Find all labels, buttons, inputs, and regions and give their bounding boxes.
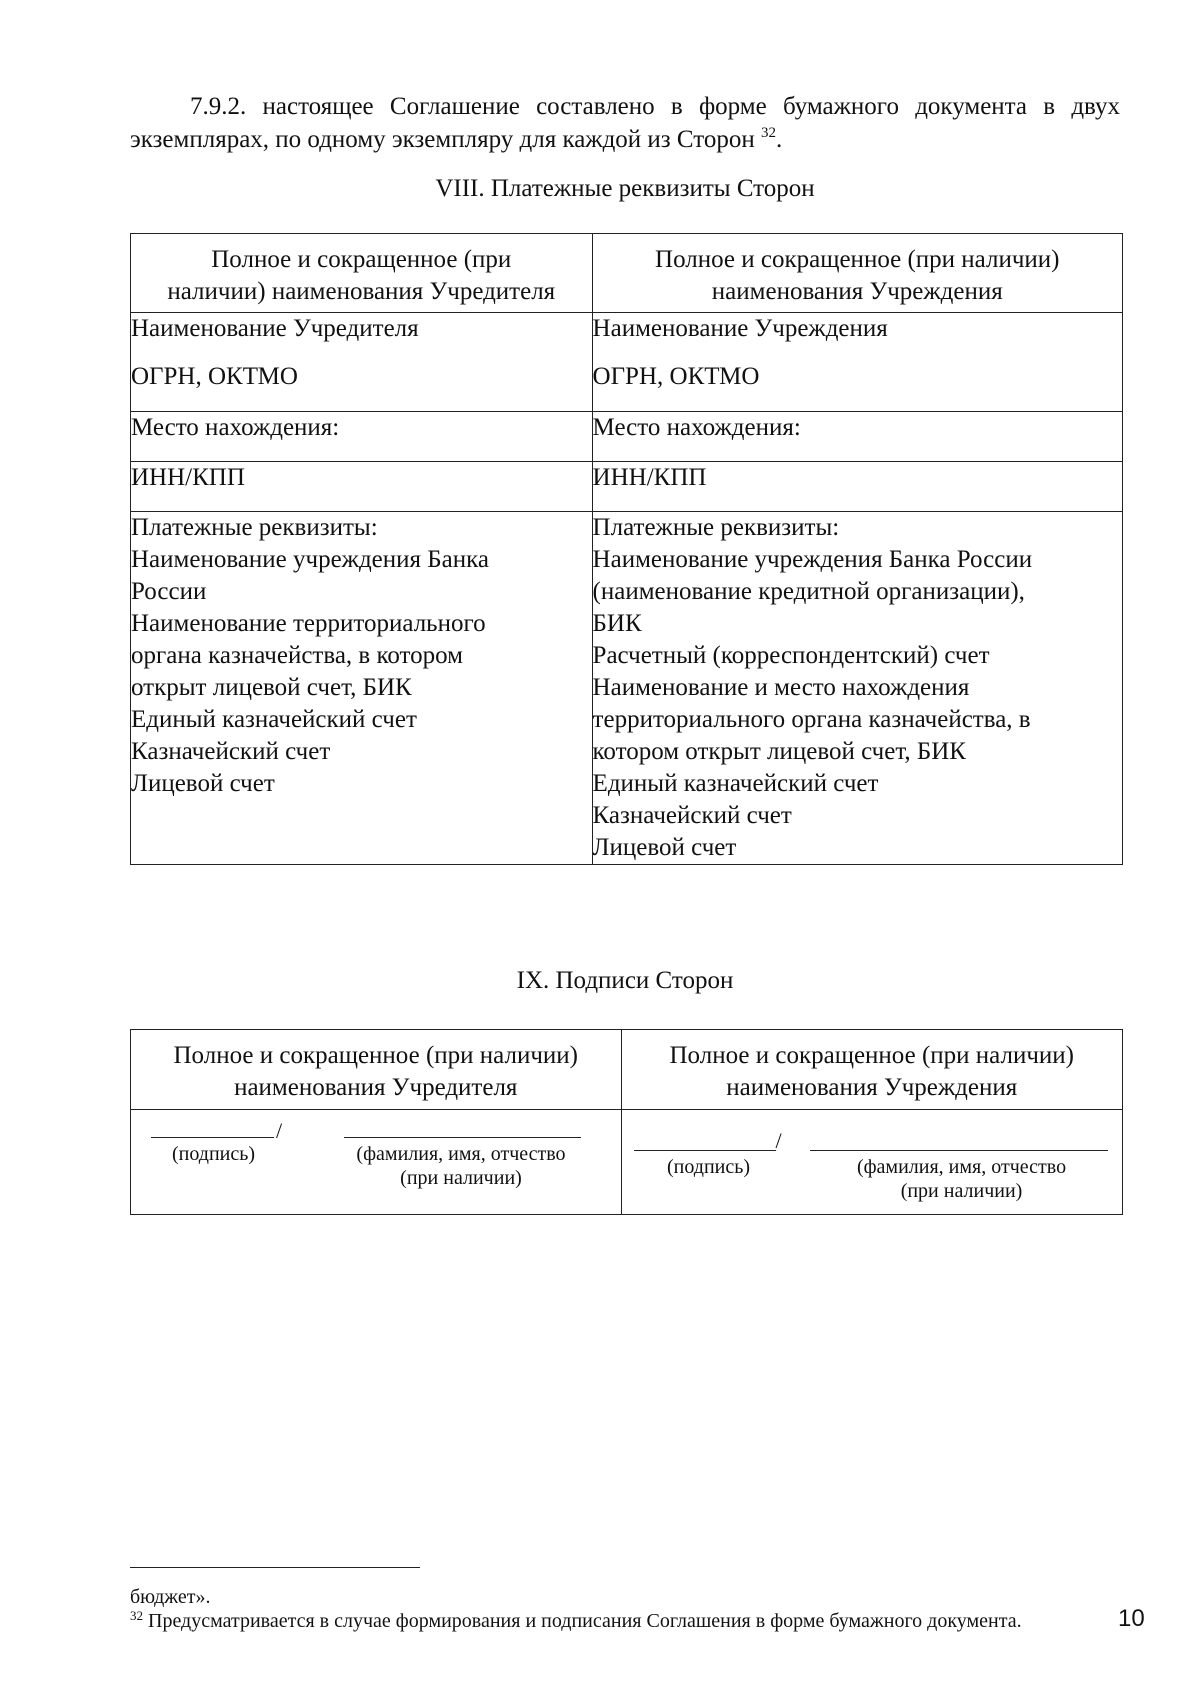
founder-payment-line-1: Платежные реквизиты: [131,514,378,541]
institution-payment-line-9: Единый казначейский счет [592,770,879,797]
institution-name-label: Наименование Учреждения [592,315,888,342]
header-institution [592,234,1122,313]
founder-location-cell: Место нахождения: [131,412,593,462]
table-row-inn-kpp [131,462,1123,512]
table-row-payment-details [131,512,1123,865]
signatures-table [130,1029,1123,1215]
payment-details-table [130,233,1123,865]
founder-payment-line-8: Казначейский счет [131,738,331,765]
header-founder [131,234,593,313]
header-founder-line-2: наличии) наименования Учредителя [167,278,556,305]
founder-payment-cell [131,512,593,865]
institution-payment-line-3: (наименование кредитной организации), [592,578,1025,605]
founder-ogrn-label: ОГРН, ОКТМО [131,363,298,390]
institution-payment-line-6: Наименование и место нахождения [592,674,970,701]
institution-signature-cell [621,1110,1122,1215]
signatures-header-row [131,1030,1123,1110]
table-row-location [131,412,1123,462]
institution-inn-cell: ИНН/КПП [592,462,1122,512]
institution-name-cell [592,313,1122,412]
footnote-ref-32[interactable]: 32 [761,125,777,141]
institution-payment-line-5: Расчетный (корреспондентский) счет [592,642,990,669]
founder-payment-line-7: Единый казначейский счет [131,706,417,733]
institution-payment-line-7: территориального органа казначейства, в [592,706,1031,733]
institution-location-cell: Место нахождения: [592,412,1122,462]
footnote-continued: бюджет». [130,1586,211,1608]
founder-payment-line-5: органа казначейства, в котором [131,642,463,669]
institution-signature-line[interactable] [634,1150,776,1151]
founder-signature-caption: (подпись) [171,1143,256,1165]
footnote-32-number: 32 [130,1608,143,1623]
payment-table-header-row [131,234,1123,313]
sign-header-institution-line-1: Полное и сокращенное (при наличии) [669,1042,1074,1069]
footnote-32-text: Предусматривается в случае формирования и подписания Соглашения в форме бумажного документа. [143,1610,1022,1632]
institution-name-caption-1: (фамилия, имя, отчество [856,1156,1067,1178]
sign-header-founder-line-2: наименования Учредителя [234,1074,518,1101]
institution-ogrn-label: ОГРН, ОКТМО [592,363,760,390]
founder-signature-line[interactable] [151,1137,274,1138]
institution-name-line[interactable] [810,1150,1108,1151]
table-row-names [131,313,1123,412]
institution-payment-line-11: Лицевой счет [592,834,737,861]
founder-name-label: Наименование Учредителя [131,315,419,342]
institution-payment-line-10: Казначейский счет [592,802,792,829]
sign-header-institution-line-2: наименования Учреждения [726,1074,1018,1101]
founder-signature-cell [131,1110,622,1215]
clause-end: . [776,126,783,153]
footnote-separator [130,1567,420,1568]
institution-payment-line-4: БИК [592,610,642,637]
institution-payment-line-8: котором открыт лицевой счет, БИК [592,738,966,765]
founder-payment-line-4: Наименование территориального [131,610,486,637]
institution-slash: / [775,1128,782,1153]
signatures-row [131,1110,1123,1215]
founder-name-cell [131,313,593,412]
institution-signature-caption: (подпись) [667,1156,751,1178]
institution-payment-line-1: Платежные реквизиты: [592,514,840,541]
founder-payment-line-2: Наименование учреждения Банка [131,546,489,573]
footnote-32 [130,1609,1022,1633]
header-institution-line-1: Полное и сокращенное (при наличии) [655,246,1060,273]
section-9-title: IX. Подписи Сторон [516,967,734,994]
page-number: 10 [1118,1605,1145,1632]
founder-slash: / [276,1118,283,1143]
founder-payment-line-9: Лицевой счет [131,770,275,797]
section-8-title: VIII. Платежные реквизиты Сторон [435,175,815,202]
institution-payment-cell [592,512,1122,865]
sign-header-institution [621,1030,1122,1110]
founder-name-line[interactable] [344,1137,581,1138]
founder-name-caption-1: (фамилия, имя, отчество [356,1143,566,1165]
institution-name-caption-2: (при наличии) [900,1180,1023,1202]
founder-payment-line-3: России [131,578,207,605]
sign-header-founder-line-1: Полное и сокращенное (при наличии) [173,1042,578,1069]
clause-text: 7.9.2. настоящее Соглашение составлено в форме бумажного документа в двух экземплярах, по одному экземпляру для каждой из Сторон [130,93,1120,153]
header-institution-line-2: наименования Учреждения [711,278,1003,305]
clause-7-9-2 [130,90,1120,156]
founder-name-caption-2: (при наличии) [400,1167,522,1189]
sign-header-founder [131,1030,622,1110]
header-founder-line-1: Полное и сокращенное (при [211,246,512,273]
founder-payment-line-6: открыт лицевой счет, БИК [131,674,412,701]
founder-inn-cell: ИНН/КПП [131,462,593,512]
institution-payment-line-2: Наименование учреждения Банка России [592,546,1033,573]
